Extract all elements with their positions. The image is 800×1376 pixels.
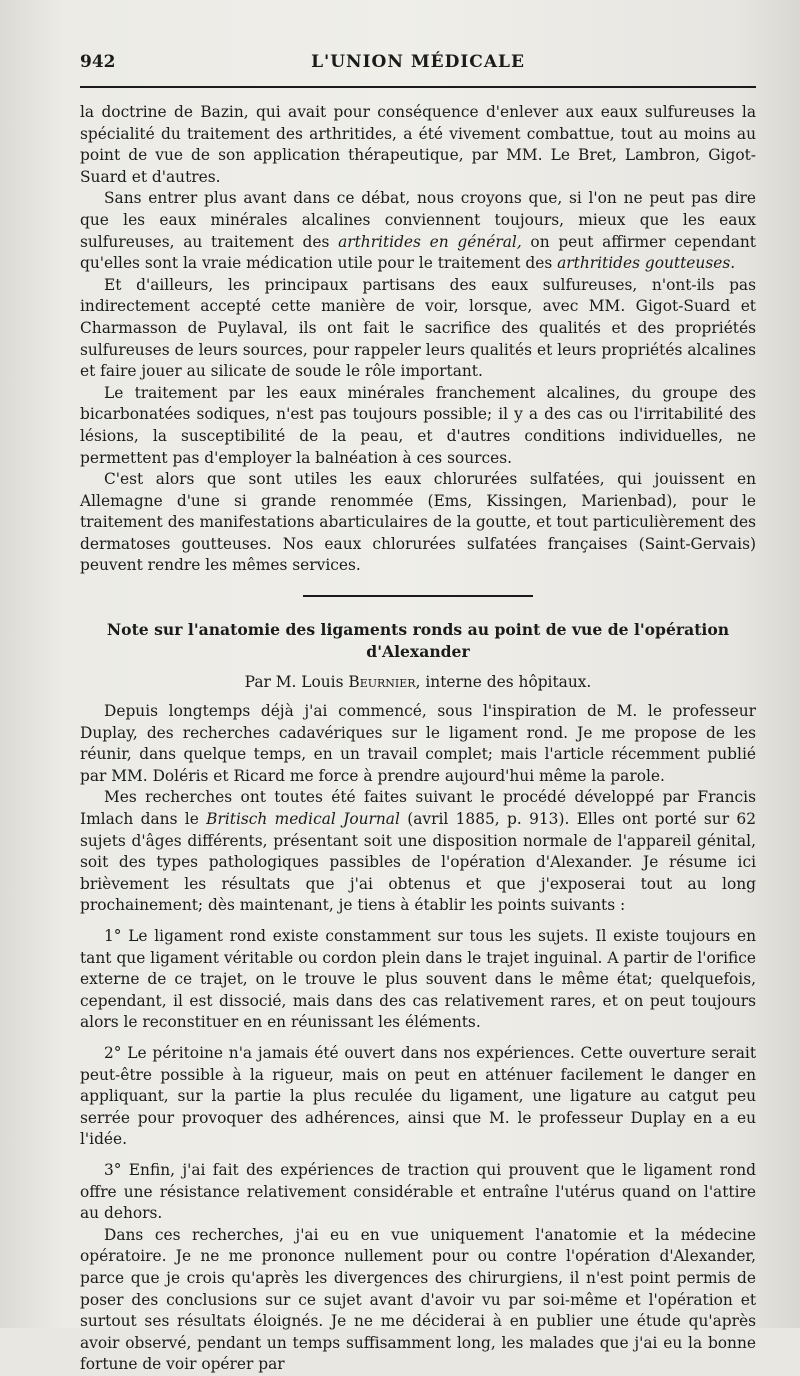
spacer: [80, 1151, 756, 1160]
spacer: [80, 1034, 756, 1043]
paragraph: Et d'ailleurs, les principaux partisans des eaux sulfureuses, n'ont-ils pas indirectement accepté cette manière de voir, lorsque, avec MM. Gigot-Suard et Charmasson de Puylaval, ils ont fait le sacrifice des qualités et des propriétés sulfureuses de leurs sources, pour rappeler leurs qualités et leurs propriétés alcalines et faire jouer au silicate de soude le rôle important.: [80, 275, 756, 381]
byline-suffix: , interne des hôpitaux.: [415, 673, 592, 692]
emphasis-text: arthritides goutteuses.: [557, 254, 736, 273]
journal-name: Britisch medical Journal: [206, 810, 400, 829]
header-rule: [80, 86, 756, 88]
paragraph: Dans ces recherches, j'ai eu en vue uniquement l'anatomie et la médecine opératoire. Je ne me prononce nullement pour ou contre l'opération d'Alexander, parce que je crois qu'après les divergences des chirurgiens, il n'est point permis de poser des conclusions sur ce sujet avant d'avoir vu par soi-même et l'opération et surtout ses résultats éloignés. Je ne me déciderai à en publier une étude qu'après avoir observé, pendant un temps suffisamment long, les malades que j'ai eu la bonne fortune de voir opérer par: [80, 1225, 756, 1374]
numbered-point: 1° Le ligament rond existe constamment sur tous les sujets. Il existe toujours en tant que ligament véritable ou cordon plein dans le trajet inguinal. A partir de l'orifice externe de ce trajet, on le trouve le plus souvent dans le même état; quelquefois, cependant, il est dissocié, mais dans des cas relativement rares, et on peut toujours alors le reconstituer en en réunissant les éléments.: [80, 927, 756, 1032]
spacer: [80, 917, 756, 926]
section-divider: [303, 595, 533, 597]
paragraph: [80, 188, 756, 274]
numbered-point: 2° Le péritoine n'a jamais été ouvert dans nos expériences. Cette ouverture serait peut-être possible à la rigueur, mais on peut en atténuer facilement le danger en appliquant, sur la partie la plus reculée du ligament, une ligature au catgut peu serrée pour provoquer des adhérences, ainsi que M. le professeur Duplay en a eu l'idée.: [80, 1043, 756, 1149]
article-title-line: Note sur l'anatomie des ligaments ronds au point de vue de l'opération: [106, 620, 730, 640]
paragraph-text: (avril 1885, p. 913). Elles ont porté sur 62 sujets d'âges différents, présentant soit une disposition normale de l'appareil génital, soit des types pathologiques passibles de l'opération d'Alexander. Je résume ici brièvement les résultats que j'ai obtenus et que j'exposerai tout au long prochainement; dès maintenant, je tiens à établir les points suivants :: [80, 810, 756, 915]
emphasis-text: arthritides en général,: [338, 232, 522, 251]
byline-prefix: Par M. Louis: [244, 673, 349, 692]
page-header: [80, 52, 756, 80]
article-title: [80, 619, 756, 663]
article-title-line: d'Alexander: [366, 642, 470, 662]
paragraph-text: on peut affirmer cependant qu'elles sont la vraie médication utile pour le traitement des: [80, 232, 756, 273]
paragraph-continued: la doctrine de Bazin, qui avait pour conséquence d'enlever aux eaux sulfureuses la spécialité du traitement des arthritides, a été vivement combattue, tout au moins au point de vue de son application thérapeutique, par MM. Le Bret, Lambron, Gigot-Suard et d'autres.: [80, 103, 756, 186]
paragraph: Le traitement par les eaux minérales franchement alcalines, du groupe des bicarbonatées sodiques, n'est pas toujours possible; il y a des cas ou l'irritabilité des lésions, la susceptibilité de la peau, et d'autres conditions individuelles, ne permettent pas d'employer la balnéation à ces sources.: [80, 383, 756, 467]
author-name: Beurnier: [348, 673, 416, 692]
page-number: 942: [80, 52, 116, 72]
paragraph: [80, 787, 756, 917]
paragraph-text: Mes recherches ont toutes été faites suivant le procédé développé par Francis Imlach dans le: [80, 788, 756, 829]
article-byline: [80, 671, 756, 693]
journal-title: L'UNION MÉDICALE: [311, 52, 525, 72]
numbered-point: 3° Enfin, j'ai fait des expériences de traction qui prouvent que le ligament rond offre une résistance relativement considérable et entraîne l'utérus quand on l'attire au dehors.: [80, 1160, 756, 1223]
paragraph: C'est alors que sont utiles les eaux chlorurées sulfatées, qui jouissent en Allemagne d'une si grande renommée (Ems, Kissingen, Marienbad), pour le traitement des manifestations abarticulaires de la goutte, et tout particulièrement des dermatoses goutteuses. Nos eaux chlorurées sulfatées françaises (Saint-Gervais) peuvent rendre les mêmes services.: [80, 470, 756, 575]
paragraph: Depuis longtemps déjà j'ai commencé, sous l'inspiration de M. le professeur Duplay, des recherches cadavériques sur le ligament rond. Je me propose de les réunir, dans quelque temps, en un travail complet; mais l'article récemment publié par MM. Doléris et Ricard me force à prendre aujourd'hui même la parole.: [80, 702, 756, 785]
paragraph-text: Sans entrer plus avant dans ce débat, nous croyons que, si l'on ne peut pas dire que les eaux minérales alcalines conviennent toujours, mieux que les eaux sulfureuses, au traitement des: [80, 189, 756, 251]
